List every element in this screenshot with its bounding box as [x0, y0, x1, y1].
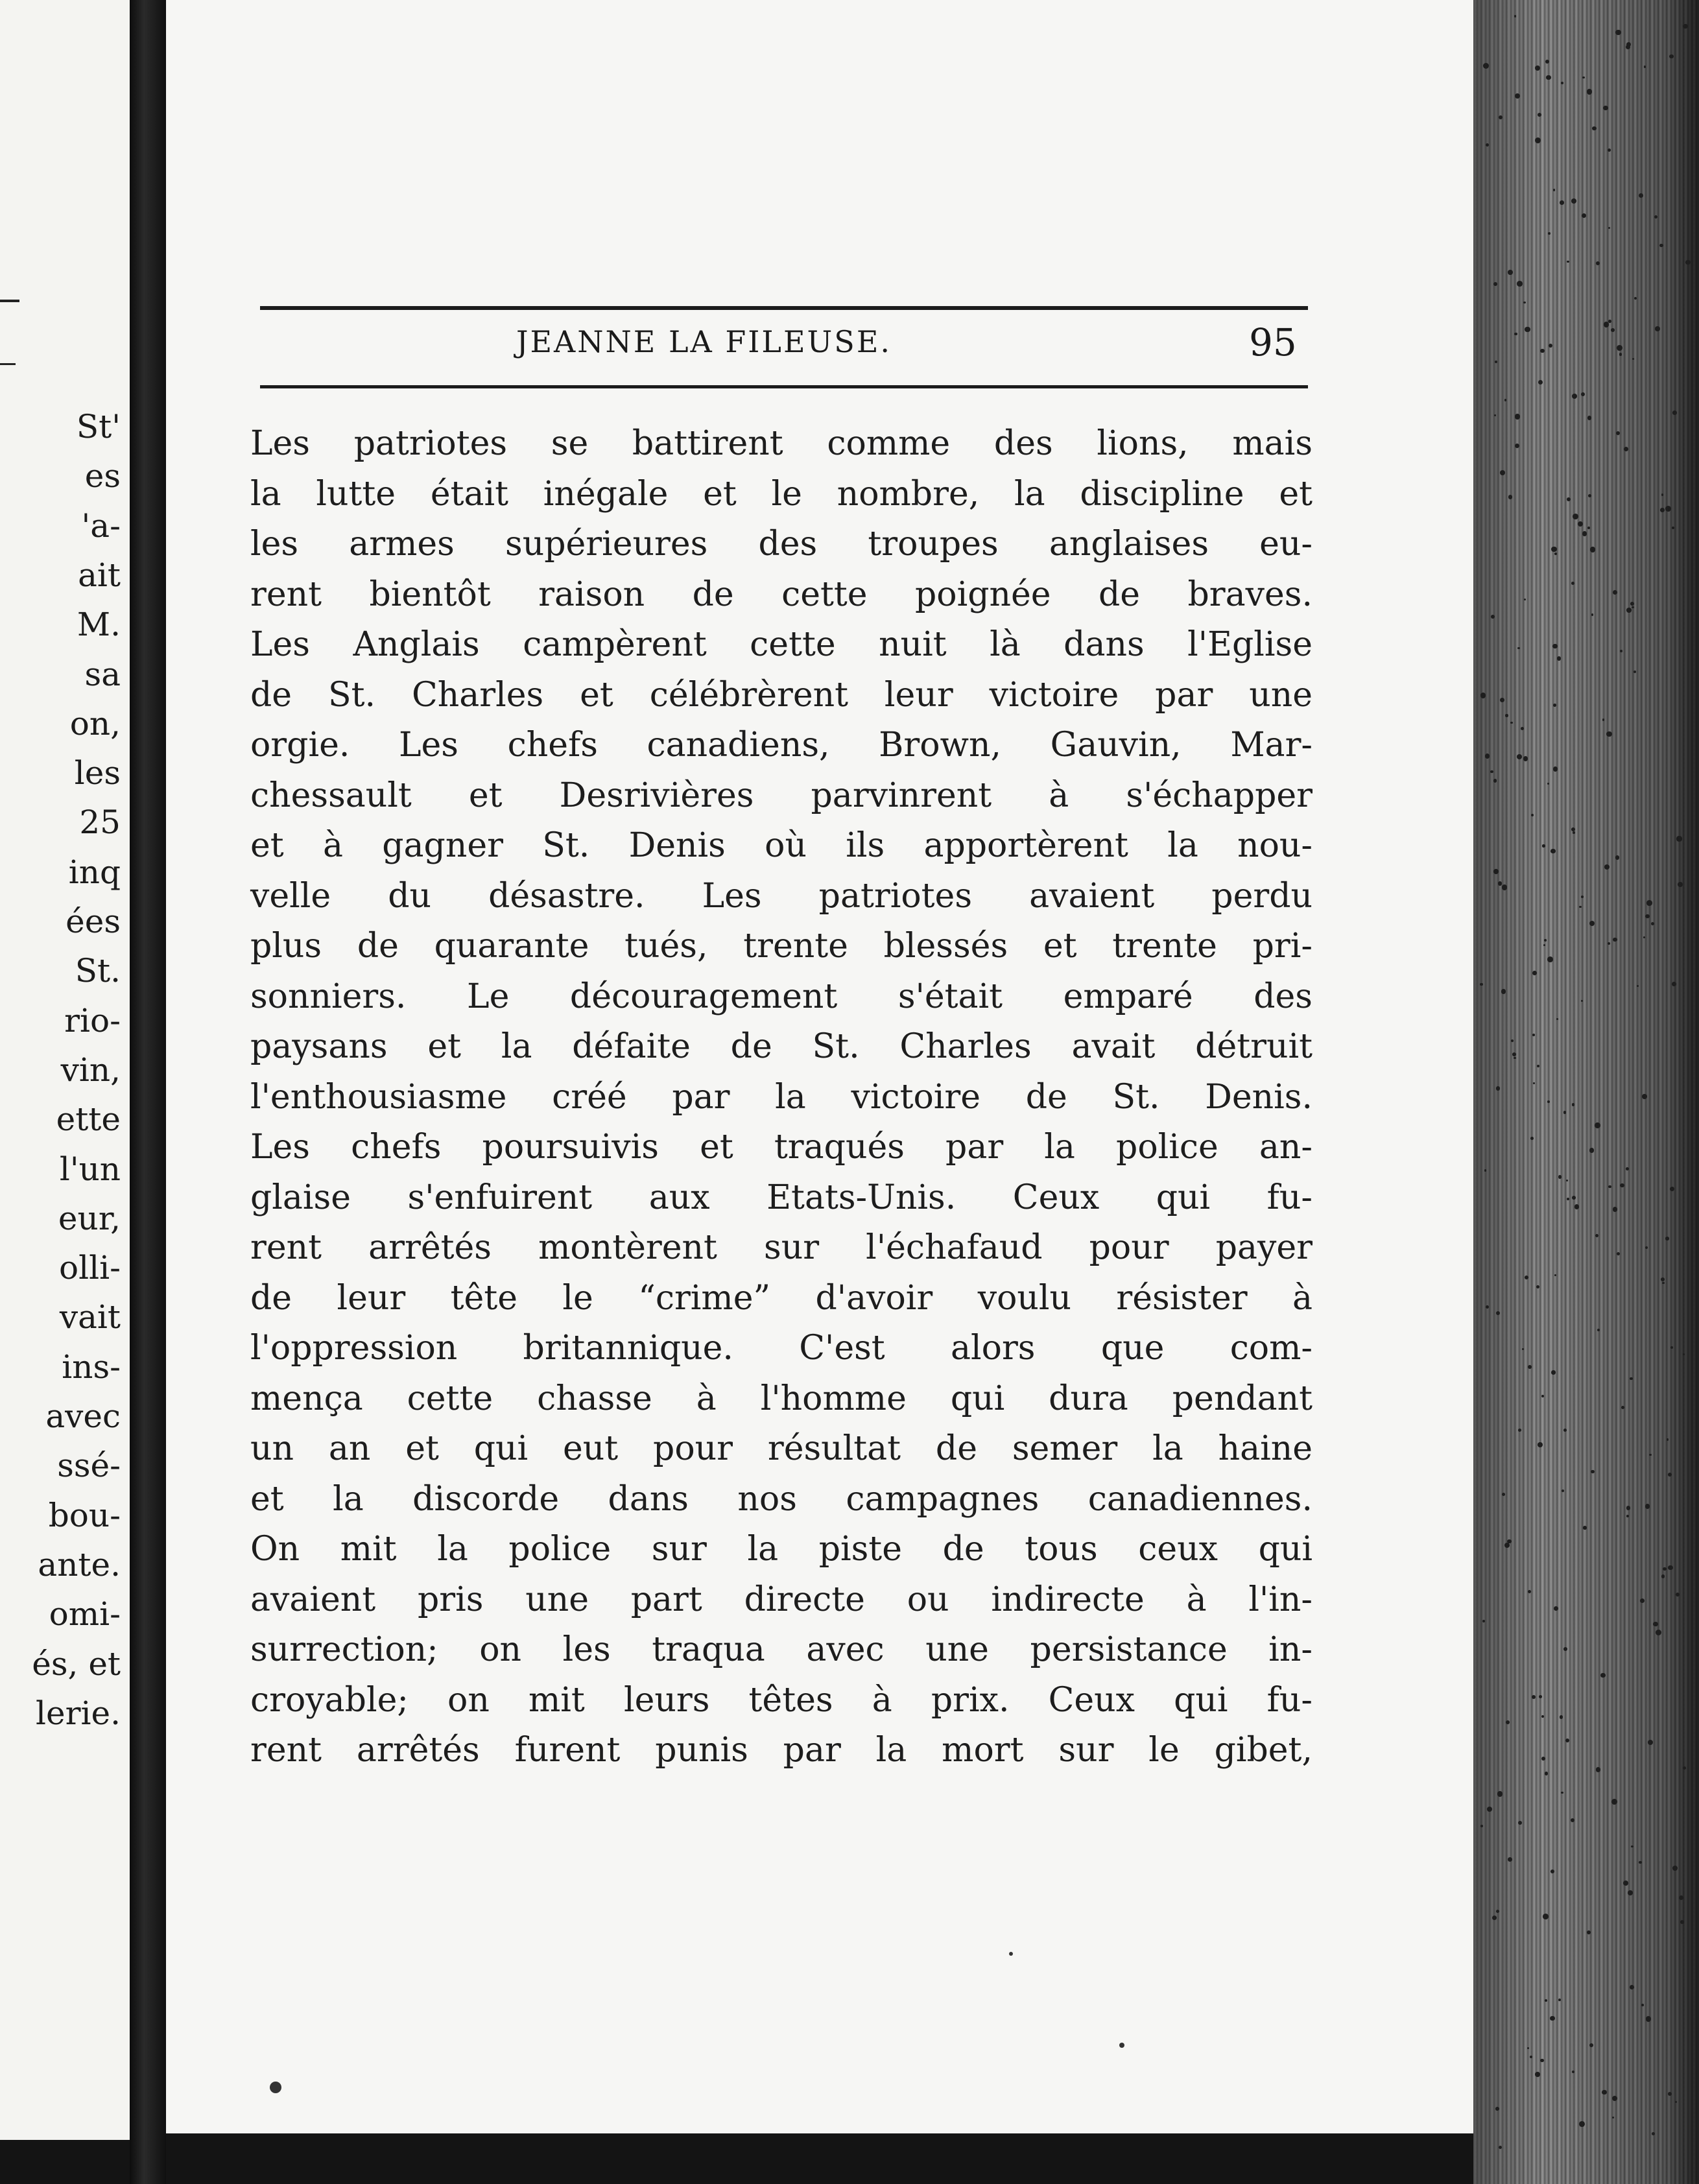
edge-speck — [1683, 24, 1687, 29]
edge-speck — [1630, 1377, 1632, 1380]
text-line: Les patriotes se battirent comme des lions, mais — [250, 424, 1313, 463]
facing-page-line: es — [84, 457, 121, 495]
edge-speck — [1560, 200, 1564, 205]
edge-speck — [1502, 1493, 1505, 1496]
edge-speck — [1613, 1207, 1617, 1211]
running-head: JEANNE LA FILEUSE. — [516, 324, 892, 359]
edge-speck — [1544, 939, 1547, 942]
edge-speck — [1514, 333, 1517, 335]
edge-speck — [1582, 531, 1587, 536]
edge-speck — [1557, 656, 1562, 661]
edge-speck — [1484, 1169, 1486, 1171]
edge-speck — [1541, 1715, 1544, 1718]
edge-speck — [1665, 1237, 1669, 1240]
edge-speck — [1606, 731, 1612, 737]
facing-page-line: vait — [59, 1298, 121, 1336]
edge-speck — [1560, 1715, 1563, 1718]
edge-speck — [1493, 779, 1497, 783]
edge-speck — [1486, 143, 1489, 147]
edge-speck — [1543, 1914, 1549, 1919]
facing-page-line: 'a- — [81, 506, 121, 545]
edge-speck — [1493, 282, 1497, 286]
edge-speck — [1482, 1620, 1485, 1622]
edge-speck — [1512, 1052, 1516, 1056]
text-line: et la discorde dans nos campagnes canadiennes. — [250, 1479, 1313, 1519]
edge-speck — [1646, 900, 1652, 906]
edge-speck — [1552, 644, 1558, 649]
edge-speck — [1620, 1183, 1624, 1187]
scan-speck — [1119, 2043, 1124, 2048]
text-line: un an et qui eut pour résultat de semer la haine — [250, 1429, 1313, 1468]
edge-speck — [1602, 2090, 1606, 2095]
edge-speck — [1668, 1565, 1673, 1571]
edge-speck — [1617, 345, 1622, 351]
edge-speck — [1547, 956, 1553, 962]
edge-speck — [1653, 1622, 1658, 1627]
edge-speck — [1571, 827, 1575, 831]
text-line: avaient pris une part directe ou indirecte à l'in- — [250, 1580, 1313, 1619]
edge-speck — [1553, 704, 1556, 707]
edge-speck — [1615, 30, 1621, 35]
edge-speck — [1648, 1740, 1653, 1745]
facing-page-line: ante. — [38, 1545, 121, 1584]
edge-speck — [1591, 613, 1593, 615]
page-edges — [1473, 0, 1699, 2184]
edge-speck — [1587, 89, 1593, 95]
edge-speck — [1541, 1395, 1544, 1397]
text-line: surrection; on les traqua avec une persistance in- — [250, 1630, 1313, 1669]
edge-speck — [1532, 1034, 1535, 1036]
edge-speck — [1676, 836, 1681, 841]
edge-speck — [1667, 1438, 1669, 1441]
book-page — [166, 0, 1473, 2133]
facing-page-line: és, et — [32, 1644, 121, 1683]
edge-speck — [1608, 320, 1611, 323]
text-line: sonniers. Le découragement s'était emparé des — [250, 977, 1313, 1016]
edge-speck — [1554, 1274, 1556, 1276]
edge-speck — [1537, 1065, 1539, 1067]
facing-page-line: ette — [56, 1100, 121, 1139]
edge-speck — [1641, 2004, 1644, 2006]
text-line: On mit la police sur la piste de tous ceux qui — [250, 1530, 1313, 1569]
edge-speck — [1672, 527, 1674, 528]
edge-speck — [1645, 914, 1649, 918]
edge-speck — [1592, 126, 1597, 131]
edge-speck — [1547, 783, 1549, 785]
edge-speck — [1620, 650, 1622, 652]
edge-speck — [1602, 718, 1605, 721]
edge-speck — [1571, 1818, 1574, 1822]
text-line: de leur tête le “crime” d'avoir voulu résister à — [250, 1278, 1313, 1318]
edge-speck — [1617, 1252, 1620, 1255]
text-line: la lutte était inégale et le nombre, la discipline et — [250, 474, 1313, 514]
edge-speck — [1574, 1204, 1579, 1209]
edge-speck — [1535, 137, 1541, 143]
edge-speck — [1662, 1282, 1664, 1284]
header-rule-top — [260, 306, 1308, 310]
edge-speck — [1517, 281, 1523, 287]
edge-speck — [1659, 244, 1663, 248]
edge-speck — [1578, 521, 1583, 527]
book-gutter — [130, 0, 166, 2184]
edge-speck — [1631, 1846, 1634, 1848]
edge-speck — [1628, 1890, 1633, 1895]
facing-page-line: St' — [76, 408, 121, 445]
text-line: de St. Charles et célébrèrent leur victoire par une — [250, 675, 1313, 715]
edge-speck — [1514, 1057, 1516, 1060]
text-line: et à gagner St. Denis où ils apportèrent la nou- — [250, 826, 1313, 865]
page-edges-shading — [1473, 0, 1699, 2184]
facing-page-line: M. — [77, 606, 121, 644]
edge-speck — [1595, 1122, 1600, 1128]
edge-speck — [1567, 497, 1571, 501]
edge-speck — [1528, 1590, 1531, 1593]
edge-speck — [1572, 1103, 1574, 1106]
edge-speck — [1535, 2072, 1539, 2076]
body-text — [250, 419, 1313, 1776]
edge-speck — [1665, 506, 1671, 512]
edge-speck — [1668, 2092, 1672, 2096]
edge-speck — [1538, 380, 1543, 385]
edge-speck — [1502, 884, 1507, 890]
edge-speck — [1587, 416, 1592, 420]
scan-speck — [270, 2082, 281, 2093]
edge-speck — [1590, 547, 1595, 552]
text-line: orgie. Les chefs canadiens, Brown, Gauvin, Mar- — [250, 726, 1313, 765]
edge-speck — [1528, 1365, 1532, 1369]
edge-speck — [1483, 63, 1489, 69]
edge-speck — [1583, 1526, 1586, 1529]
facing-page-line: omi- — [49, 1595, 121, 1633]
facing-page-line: eur, — [58, 1199, 121, 1237]
edge-speck — [1551, 1370, 1556, 1375]
facing-page-line: les — [74, 754, 121, 792]
text-line: velle du désastre. Les patriotes avaient perdu — [250, 876, 1313, 916]
edge-speck — [1668, 1473, 1672, 1477]
edge-speck — [1637, 985, 1639, 987]
facing-page-line: ait — [78, 556, 121, 594]
edge-speck — [1499, 115, 1503, 119]
edge-speck — [1639, 193, 1643, 198]
text-line: les armes supérieures des troupes anglaises eu- — [250, 525, 1313, 564]
text-line: Les chefs poursuivis et traqués par la police an- — [250, 1128, 1313, 1167]
edge-speck — [1573, 514, 1578, 519]
edge-speck — [1643, 936, 1645, 938]
edge-speck — [1547, 1100, 1550, 1103]
edge-speck — [1645, 1246, 1648, 1249]
edge-speck — [1527, 2047, 1529, 2049]
facing-page-line: 25 — [79, 803, 121, 842]
facing-page-line: inq — [68, 853, 121, 891]
edge-speck — [1542, 844, 1545, 847]
edge-speck — [1626, 45, 1630, 49]
edge-speck — [1508, 270, 1513, 275]
edge-speck — [1491, 615, 1495, 619]
text-line: Les Anglais campèrent cette nuit là dans l'Eglise — [250, 625, 1313, 664]
edge-speck — [1497, 1791, 1503, 1797]
facing-page-line: vin, — [60, 1050, 121, 1089]
edge-speck — [1495, 361, 1497, 363]
facing-page-fragment — [0, 0, 130, 2140]
edge-speck — [1573, 831, 1575, 834]
facing-page-line: St. — [75, 952, 121, 990]
edge-speck — [1525, 327, 1530, 332]
text-line: plus de quarante tués, trente blessés et trente pri- — [250, 927, 1313, 966]
text-line: mença cette chasse à l'homme qui dura pendant — [250, 1379, 1313, 1418]
text-line: l'enthousiasme créé par la victoire de St. Denis. — [250, 1077, 1313, 1117]
edge-speck — [1517, 754, 1522, 759]
edge-speck — [1550, 2016, 1554, 2021]
edge-speck — [1495, 2107, 1499, 2111]
edge-speck — [1508, 1857, 1512, 1862]
edge-speck — [1579, 906, 1582, 908]
edge-speck — [1505, 714, 1508, 717]
edge-speck — [1561, 1792, 1563, 1794]
edge-speck — [1515, 414, 1521, 420]
facing-page-line: l'un — [59, 1150, 121, 1188]
facing-page-header-rule-lower — [0, 363, 16, 365]
facing-page-line: avec — [45, 1397, 121, 1435]
edge-speck — [1530, 1137, 1534, 1140]
header-rule-bottom — [260, 385, 1308, 388]
text-line: rent arrêtés montèrent sur l'échafaud pour payer — [250, 1228, 1313, 1267]
edge-speck — [1608, 148, 1611, 152]
text-line: chessault et Desrivières parvinrent à s'échapper — [250, 776, 1313, 815]
page-number: 95 — [1249, 320, 1297, 364]
edge-speck — [1567, 261, 1569, 263]
edge-speck — [1493, 869, 1499, 874]
text-line: rent arrêtés furent punis par la mort sur le gibet, — [250, 1731, 1313, 1770]
edge-speck — [1663, 1567, 1667, 1571]
edge-speck — [1645, 1504, 1650, 1509]
edge-speck — [1589, 1148, 1594, 1152]
text-line: glaise s'enfuirent aux Etats-Unis. Ceux qui fu- — [250, 1178, 1313, 1217]
edge-speck — [1563, 1111, 1567, 1114]
facing-page-line: ins- — [62, 1347, 121, 1386]
edge-speck — [1600, 1673, 1606, 1678]
edge-speck — [1596, 1767, 1600, 1772]
facing-page-line: olli- — [59, 1249, 121, 1287]
edge-speck — [1553, 766, 1558, 772]
edge-speck — [1661, 1574, 1665, 1578]
edge-speck — [1511, 1039, 1514, 1042]
text-line: l'oppression britannique. C'est alors que com- — [250, 1329, 1313, 1368]
edge-speck — [1545, 1772, 1548, 1775]
edge-speck — [1603, 106, 1608, 110]
edge-speck — [1551, 547, 1556, 552]
text-line: paysans et la défaite de St. Charles avait détruit — [250, 1027, 1313, 1066]
edge-speck — [1613, 590, 1617, 595]
facing-page-header-rule — [0, 300, 19, 302]
edge-speck — [1632, 606, 1634, 609]
edge-speck — [1572, 1196, 1576, 1200]
text-line: rent bientôt raison de cette poignée de braves. — [250, 575, 1313, 614]
edge-speck — [1532, 1695, 1536, 1699]
edge-speck — [1587, 1930, 1591, 1934]
edge-speck — [1572, 2071, 1574, 2073]
facing-page-line: sa — [84, 655, 121, 693]
edge-speck — [1548, 232, 1550, 235]
edge-speck — [1661, 493, 1664, 496]
edge-speck — [1517, 647, 1519, 649]
edge-speck — [1540, 349, 1544, 353]
edge-speck — [1545, 60, 1549, 64]
edge-speck — [1642, 1094, 1647, 1099]
edge-speck — [1685, 260, 1691, 265]
edge-speck — [1595, 1234, 1598, 1237]
edge-speck — [1626, 1167, 1629, 1170]
edge-speck — [1524, 599, 1526, 600]
edge-speck — [1651, 922, 1654, 925]
edge-speck — [1582, 77, 1585, 79]
edge-speck — [1615, 855, 1619, 859]
edge-speck — [1626, 1506, 1630, 1510]
facing-page-line: on, — [69, 704, 121, 742]
facing-page-line: bou- — [48, 1496, 121, 1534]
edge-speck — [1669, 54, 1673, 58]
text-line: croyable; on mit leurs têtes à prix. Ceux qui fu- — [250, 1680, 1313, 1720]
scan-speck — [1009, 1952, 1013, 1956]
edge-speck — [1676, 1593, 1680, 1596]
facing-page-line: ées — [65, 903, 121, 940]
facing-page-line: rio- — [64, 1001, 121, 1039]
edge-speck — [1587, 527, 1590, 529]
facing-page-line: ssé- — [57, 1447, 121, 1485]
edge-speck — [1683, 1766, 1686, 1770]
facing-page-line: lerie. — [36, 1694, 121, 1732]
